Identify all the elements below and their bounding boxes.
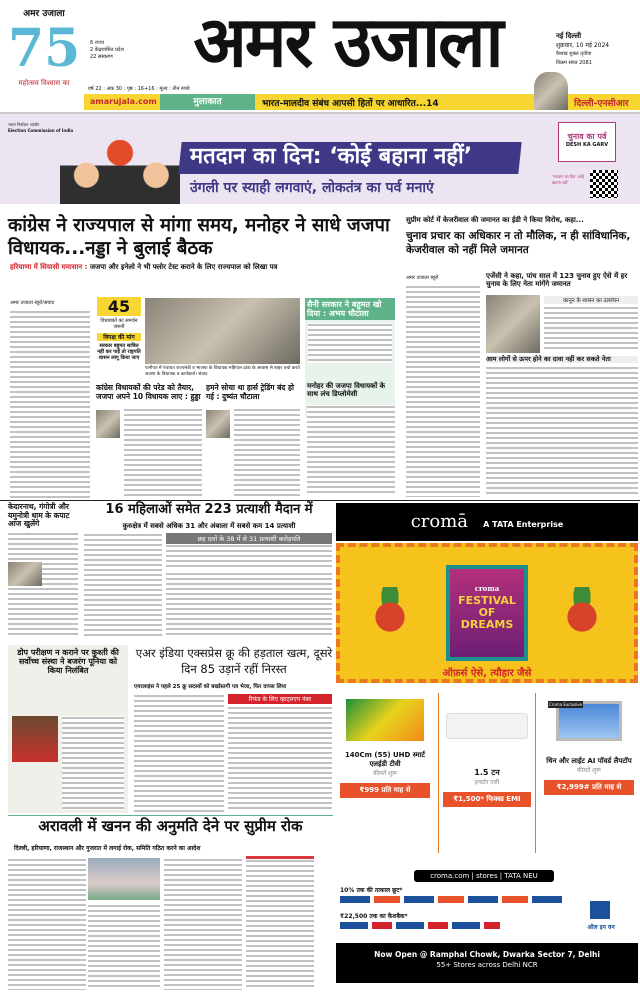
kalash-left-icon [370,587,410,637]
product-tv[interactable] [336,693,434,853]
kejriwal-subhead-2: आम लोगों से ऊपर होने का दावा नहीं कर सकते नेता [486,356,638,363]
side-headline-lunch[interactable]: मनोहर की जजपा विधायकों के साथ लंच डिप्लोमेसी [307,382,386,399]
channels-bar[interactable]: croma.com | stores | TATA NEU [414,870,554,882]
zip-label: ऑल इन वन [587,924,615,931]
croma-logo: cromā [410,511,469,532]
bank-offer: 10% तक की तत्काल छूट* [340,887,403,894]
eci-advertisement [0,112,640,204]
divider [0,500,640,501]
newspaper-title: अमर उजाला [193,1,502,83]
samvat: विक्रम संवत 2081 [556,60,592,66]
eci-logo [8,122,73,134]
product-ac[interactable] [438,693,536,853]
aravali-body-1 [8,858,86,990]
offer-tagline: ऑफ़र्स ऐसे, त्यौहार जैसे [442,668,532,679]
kejriwal-headline[interactable]: चुनाव प्रचार का अधिकार न तो मौलिक, न ही सांविधानिक, केजरीवाल को नहीं मिले जमानत [406,230,631,256]
cashback-offer: ₹22,500 तक का कैशबैक* [340,913,408,920]
store-count: 55+ Stores across Delhi NCR [436,961,538,969]
bajrang-photo [12,716,58,762]
laptop-note: कीमतें शुरू [577,767,601,774]
ac-image [446,713,528,739]
refund-box-body [228,706,332,812]
lead-body [10,310,90,500]
finance-logos [340,922,500,929]
ac-name: 1.5 टन [474,768,500,777]
anniversary-number: 75 [8,18,81,79]
lead-headline[interactable]: कांग्रेस ने राज्यपाल से मांगा समय, मनोहर ने साधे जजपा विधायक...नड्डा ने बुलाई बैठक [8,215,390,259]
kedarnath-headline[interactable]: केदारनाथ, गंगोत्री और यमुनोत्री धाम के कपाट आज खुलेंगे [8,502,70,529]
jaishankar-photo [534,72,568,110]
issue-line: वर्ष 22 : अंक 30 : पृष्ठ : 16+16 : मूल्य : तीन रुपये [88,86,190,92]
edition-states: 6 राज्य [90,40,104,46]
festival-word-1: FESTIVAL [458,594,516,607]
tv-note: कीमतें शुरू [373,770,397,777]
eci-name-hindi: भारत निर्वाचन आयोग [8,122,40,127]
opposition-text: सरकार बहुमत साबित नहीं कर पाई तो राष्ट्रपति शासन लागू किया जाए [97,343,141,361]
hooda-headline[interactable]: कांग्रेस विधायकों की परेड को तैयार, जजपा अपने 10 विधायक लाए : हुड्डा [96,383,201,401]
cartoon-illustration [60,140,180,204]
laptop-price: ₹2,999# प्रति माह से [544,780,634,795]
dateline [556,32,609,68]
candidates-body [84,533,162,637]
ac-price: ₹1,500* फिक्स्ड EMI [443,792,531,807]
tata-enterprise: A TATA Enterprise [483,520,564,529]
law-box-body [544,306,638,352]
aravali-body-2 [88,904,160,990]
dushyant-body [234,408,300,496]
festival-banner [336,543,638,683]
anniversary-tagline: महोत्सव विश्वास का [18,79,70,87]
aravali-sidebar [246,856,314,990]
stat-box [97,297,141,361]
product-laptop[interactable] [540,693,638,853]
tv-price: ₹999 प्रति माह से [340,783,430,798]
aravali-subhead: दिल्ली, हरियाणा, राजस्थान और गुजरात में लगाई रोक, समिति गठित करने का आदेश [14,845,201,852]
side-body [307,405,395,495]
chautala-headline[interactable]: सैनी सरकार ने बहुमत खो दिया : अभय चौटाला [305,298,395,320]
candidates-body-2 [166,572,332,638]
kedarnath-photo [8,562,42,586]
airindia-subhead: एयरलाइंस ने पहले 25 क्रू सदस्यों को बर्खास्तगी पत्र भेजा, फिर वापस लिया [134,684,287,690]
croma-header [336,503,638,541]
wrestling-body [62,716,124,810]
eci-subline: उंगली पर स्याही लगवाएं, लोकतंत्र का पर्व मनाएं [190,180,434,196]
kalash-right-icon [562,587,602,637]
stat-text: विधायकों का समर्थन जरूरी [100,318,138,330]
photo-caption: पानीपत में पंचायत राज्यमंत्री व भाजपा के विधायक महिपाल ढांडा के आवास से बाहर चर्चा करते जजपा के विधायक व कार्यकर्ता। संवाद [145,366,300,377]
lead-kicker: हरियाणा में सियासी घमासान : [10,263,88,271]
festival-window [446,565,528,661]
law-box-title: कानून के शासन का उल्लंघन [544,296,638,304]
store-footer [336,943,638,983]
lead-subhead-text: जजपा और इनेलो ने भी फ्लोर टेस्ट कराने के लिए राज्यपाल को लिखा पत्र [89,263,278,271]
opposition-label: विपक्ष की मांग [97,333,141,341]
refund-box-title: रिफंड के लिए व्हाट्सएप नंबर [228,694,332,704]
bank-logos [340,896,564,903]
kejriwal-subhead: एजेंसी ने कहा, पांच साल में 123 चुनाव हुए ऐसे में हर चुनाव के लिए नेता मांगेंगे जमानत [486,272,628,289]
editions-list [90,40,124,61]
kejriwal-body-left [406,285,480,497]
eci-headline: मतदान का दिन: ‘कोई बहाना नहीं’ [190,144,473,169]
kejriwal-byline: अमर उजाला ब्यूरो [406,275,439,281]
kejriwal-body-right [486,366,638,496]
hooda-body [124,408,202,496]
panipat-photo [145,298,300,364]
crorepati-box-title: छह दलों के 38 में से 31 प्रत्याशी करोड़पति [166,533,332,544]
croma-advertisement[interactable] [336,503,638,992]
divider-green [8,815,333,816]
edition-uts: 2 केंद्रशासित प्रदेश [90,47,124,53]
laptop-name: थिन और लाईट AI पॉवर्ड लैपटॉप [546,757,632,765]
teaser-headline[interactable]: भारत-मालदीव संबंध आपसी हितों पर आधारित...14 [262,99,439,109]
hindu-date: वैशाख शुक्ल तृतीया [556,51,592,57]
tv-image [346,699,424,741]
website-link[interactable]: amarujala.com [90,97,157,106]
candidates-headline[interactable]: 16 महिलाओं समेत 223 प्रत्याशी मैदान में [105,502,313,517]
logo-small: अमर उजाला [23,9,65,19]
candidates-subhead: कुरुक्षेत्र में सबसे अधिक 31 और अंबाला में सबसे कम 14 प्रत्याशी [122,522,296,530]
region-label: दिल्ली-एनसीआर [574,99,629,109]
city: नई दिल्ली [556,32,582,40]
qr-caption: ‘मतदान का दिन: कोई बहाना नहीं’ [552,174,585,185]
zip-icon [590,901,610,919]
supreme-court-photo [88,858,160,900]
airindia-headline[interactable]: एअर इंडिया एक्सप्रेस क्रू की हड़ताल खत्म, दूसरे दिन 85 उड़ानें रहीं निरस्त [135,646,333,676]
dushyant-photo [206,410,230,438]
aravali-body-3 [164,858,242,990]
festival-word-3: DREAMS [460,618,514,631]
chunav-badge [558,122,616,162]
date: शुक्रवार, 10 मई 2024 [556,42,610,49]
lead-subhead [10,263,395,272]
masthead-band [84,94,640,110]
eci-name-english: Election Commission of India [8,128,74,133]
hooda-photo [96,410,120,438]
badge-hindi: चुनाव का पर्व [567,132,607,141]
chautala-body [308,323,392,363]
section-tag: मुलाकात [160,94,255,110]
anniversary-logo [8,6,80,104]
dushyant-headline[interactable]: हमने सोचा था हार्स ट्रेडिंग बंद हो गई : दुष्यंत चौटाला [206,383,294,401]
edition-count: 22 संस्करण [90,54,113,60]
wrestling-headline[interactable]: डोप परीक्षण न कराने पर कुश्ती की सर्वोच्च संस्था ने बजरंग पूनिया को किया निलंबित [17,648,119,676]
ac-note: इन्वर्टर एसी [474,779,500,786]
kejriwal-photo [486,295,540,353]
lead-byline: अमर उजाला ब्यूरो/संवाद [10,300,55,306]
stat-number: 45 [97,297,141,316]
qr-code[interactable] [590,170,618,198]
aravali-headline[interactable]: अरावली में खनन की अनुमति देने पर सुप्रीम रोक [38,817,303,835]
kejriwal-kicker: सुप्रीम कोर्ट में केजरीवाल की जमानत का ईडी ने किया विरोध, कहा... [406,216,584,224]
store-address: Now Open @ Ramphal Chowk, Dwarka Sector 7, Delhi [374,950,600,959]
festival-word-2: OF [478,606,496,619]
sidebar-chautala [305,298,395,418]
tv-name: 140Cm (55) UHD स्मार्ट एलईडी टीवी [344,751,426,768]
crorepati-box-body [166,544,332,568]
airindia-body [134,694,224,812]
festival-brand: croma [474,584,500,593]
croma-exclusive-badge: Croma Exclusive [549,702,583,707]
badge-english: DESH KA GARV [565,142,609,148]
